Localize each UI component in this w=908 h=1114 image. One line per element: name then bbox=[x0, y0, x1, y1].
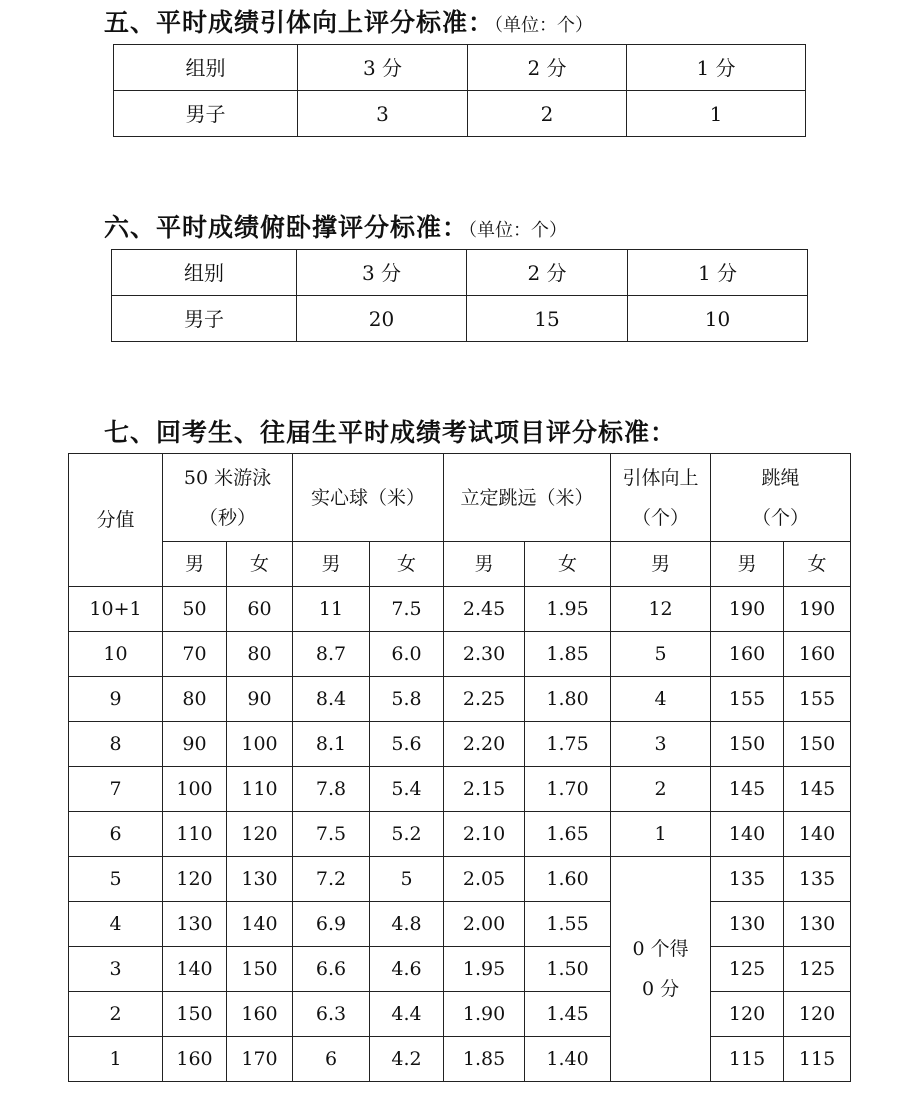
table-row bbox=[69, 992, 851, 1037]
subheader-male: 男 bbox=[163, 542, 227, 587]
table-row bbox=[114, 91, 806, 137]
header-standing-jump: 立定跳远（米） bbox=[444, 454, 611, 542]
cell-jump-male: 1.85 bbox=[444, 1037, 525, 1082]
cell-ball-female: 5.6 bbox=[370, 722, 444, 767]
cell-rope-female: 120 bbox=[784, 992, 851, 1037]
cell-rope-female: 135 bbox=[784, 857, 851, 902]
table-subheader-row bbox=[69, 542, 851, 587]
cell-jump-female: 1.95 bbox=[525, 587, 611, 632]
subheader-female: 女 bbox=[227, 542, 293, 587]
cell-swim-female: 160 bbox=[227, 992, 293, 1037]
cell-score: 9 bbox=[69, 677, 163, 722]
section7-title bbox=[104, 418, 676, 448]
cell-score: 10+1 bbox=[69, 587, 163, 632]
cell-jump-male: 2.30 bbox=[444, 632, 525, 677]
section6-unit: （单位：个） bbox=[468, 220, 568, 241]
cell-rope-female: 150 bbox=[784, 722, 851, 767]
cell-rope-female: 140 bbox=[784, 812, 851, 857]
cell-ball-female: 6.0 bbox=[370, 632, 444, 677]
section5-title-text: 五、平时成绩引体向上评分标准： bbox=[104, 8, 495, 37]
header-cell: 2 分 bbox=[468, 45, 627, 91]
cell-swim-male: 150 bbox=[163, 992, 227, 1037]
table-row bbox=[69, 857, 851, 902]
table-cell: 男子 bbox=[114, 91, 298, 137]
subheader-male: 男 bbox=[711, 542, 784, 587]
cell-rope-female: 115 bbox=[784, 1037, 851, 1082]
header-pullup bbox=[611, 454, 711, 542]
cell-jump-female: 1.50 bbox=[525, 947, 611, 992]
cell-jump-male: 2.25 bbox=[444, 677, 525, 722]
table-cell: 3 bbox=[298, 91, 468, 137]
cell-swim-male: 100 bbox=[163, 767, 227, 812]
cell-rope-male: 115 bbox=[711, 1037, 784, 1082]
cell-jump-male: 2.10 bbox=[444, 812, 525, 857]
cell-ball-male: 11 bbox=[293, 587, 370, 632]
table-row bbox=[69, 947, 851, 992]
cell-ball-male: 8.4 bbox=[293, 677, 370, 722]
cell-jump-female: 1.80 bbox=[525, 677, 611, 722]
pullup-standard-table bbox=[113, 44, 806, 137]
subheader-male: 男 bbox=[293, 542, 370, 587]
cell-score: 10 bbox=[69, 632, 163, 677]
cell-swim-female: 170 bbox=[227, 1037, 293, 1082]
header-rope-line2: （个） bbox=[752, 506, 810, 529]
table-header-row bbox=[112, 250, 808, 296]
cell-rope-female: 130 bbox=[784, 902, 851, 947]
pushup-standard-table bbox=[111, 249, 808, 342]
section6-title-text: 六、平时成绩俯卧撑评分标准： bbox=[104, 213, 469, 242]
subheader-female: 女 bbox=[370, 542, 444, 587]
subheader-male: 男 bbox=[611, 542, 711, 587]
cell-rope-male: 140 bbox=[711, 812, 784, 857]
cell-swim-male: 140 bbox=[163, 947, 227, 992]
cell-ball-female: 5 bbox=[370, 857, 444, 902]
table-row bbox=[69, 587, 851, 632]
scoring-table-body bbox=[69, 587, 851, 1082]
header-swim-line2: （秒） bbox=[198, 506, 256, 529]
table-cell: 1 bbox=[627, 91, 806, 137]
cell-swim-female: 60 bbox=[227, 587, 293, 632]
table-cell: 男子 bbox=[112, 296, 297, 342]
table-header-row bbox=[114, 45, 806, 91]
cell-swim-female: 140 bbox=[227, 902, 293, 947]
cell-jump-female: 1.65 bbox=[525, 812, 611, 857]
cell-ball-female: 4.4 bbox=[370, 992, 444, 1037]
cell-ball-female: 4.8 bbox=[370, 902, 444, 947]
table-row bbox=[112, 296, 808, 342]
table-row bbox=[69, 722, 851, 767]
table-cell: 20 bbox=[297, 296, 467, 342]
cell-rope-male: 135 bbox=[711, 857, 784, 902]
cell-score: 1 bbox=[69, 1037, 163, 1082]
cell-jump-female: 1.75 bbox=[525, 722, 611, 767]
table-row bbox=[69, 632, 851, 677]
cell-score: 5 bbox=[69, 857, 163, 902]
cell-score: 3 bbox=[69, 947, 163, 992]
cell-ball-male: 7.2 bbox=[293, 857, 370, 902]
table-row bbox=[69, 767, 851, 812]
cell-rope-female: 190 bbox=[784, 587, 851, 632]
cell-rope-female: 145 bbox=[784, 767, 851, 812]
cell-pullup-male: 5 bbox=[611, 632, 711, 677]
pullup-zero-line2: 0 分 bbox=[641, 978, 680, 1000]
cell-swim-female: 90 bbox=[227, 677, 293, 722]
cell-jump-male: 2.45 bbox=[444, 587, 525, 632]
table-row bbox=[69, 902, 851, 947]
cell-pullup-male: 1 bbox=[611, 812, 711, 857]
cell-jump-male: 1.95 bbox=[444, 947, 525, 992]
section7-title-text: 七、回考生、往届生平时成绩考试项目评分标准： bbox=[104, 418, 677, 447]
cell-ball-female: 5.4 bbox=[370, 767, 444, 812]
cell-rope-male: 130 bbox=[711, 902, 784, 947]
cell-jump-male: 2.20 bbox=[444, 722, 525, 767]
cell-swim-male: 160 bbox=[163, 1037, 227, 1082]
cell-rope-male: 160 bbox=[711, 632, 784, 677]
header-cell: 组别 bbox=[112, 250, 297, 296]
header-score: 分值 bbox=[69, 454, 163, 587]
cell-ball-male: 6.3 bbox=[293, 992, 370, 1037]
cell-rope-female: 160 bbox=[784, 632, 851, 677]
cell-ball-male: 7.5 bbox=[293, 812, 370, 857]
section5-unit: （单位：个） bbox=[494, 15, 594, 36]
cell-ball-male: 8.1 bbox=[293, 722, 370, 767]
header-cell: 3 分 bbox=[298, 45, 468, 91]
cell-rope-male: 120 bbox=[711, 992, 784, 1037]
cell-score: 6 bbox=[69, 812, 163, 857]
cell-ball-female: 4.2 bbox=[370, 1037, 444, 1082]
pullup-zero-note bbox=[611, 857, 711, 1082]
cell-ball-female: 4.6 bbox=[370, 947, 444, 992]
cell-swim-male: 110 bbox=[163, 812, 227, 857]
table-row bbox=[69, 812, 851, 857]
header-cell: 1 分 bbox=[628, 250, 808, 296]
table-header-row bbox=[69, 454, 851, 542]
cell-ball-male: 6.6 bbox=[293, 947, 370, 992]
cell-jump-female: 1.85 bbox=[525, 632, 611, 677]
cell-ball-male: 6 bbox=[293, 1037, 370, 1082]
cell-pullup-male: 3 bbox=[611, 722, 711, 767]
header-swim-line1: 50 米游泳 bbox=[183, 466, 272, 489]
cell-swim-male: 50 bbox=[163, 587, 227, 632]
table-row bbox=[69, 1037, 851, 1082]
cell-jump-female: 1.70 bbox=[525, 767, 611, 812]
header-pullup-line1: 引体向上 bbox=[622, 466, 699, 489]
section5-title bbox=[104, 8, 593, 41]
header-swim bbox=[163, 454, 293, 542]
cell-ball-male: 8.7 bbox=[293, 632, 370, 677]
cell-jump-male: 1.90 bbox=[444, 992, 525, 1037]
table-cell: 15 bbox=[467, 296, 628, 342]
cell-score: 8 bbox=[69, 722, 163, 767]
header-pullup-line2: （个） bbox=[632, 506, 690, 529]
cell-swim-female: 150 bbox=[227, 947, 293, 992]
cell-swim-male: 90 bbox=[163, 722, 227, 767]
subheader-female: 女 bbox=[784, 542, 851, 587]
cell-ball-female: 5.8 bbox=[370, 677, 444, 722]
cell-swim-male: 120 bbox=[163, 857, 227, 902]
table-row bbox=[69, 677, 851, 722]
retake-scoring-table bbox=[68, 453, 851, 1082]
cell-score: 2 bbox=[69, 992, 163, 1037]
cell-swim-male: 80 bbox=[163, 677, 227, 722]
cell-swim-male: 70 bbox=[163, 632, 227, 677]
cell-jump-female: 1.60 bbox=[525, 857, 611, 902]
header-cell: 2 分 bbox=[467, 250, 628, 296]
table-cell: 10 bbox=[628, 296, 808, 342]
cell-rope-female: 125 bbox=[784, 947, 851, 992]
cell-ball-male: 6.9 bbox=[293, 902, 370, 947]
cell-rope-male: 150 bbox=[711, 722, 784, 767]
cell-swim-female: 130 bbox=[227, 857, 293, 902]
cell-swim-female: 80 bbox=[227, 632, 293, 677]
pullup-zero-line1: 0 个得 bbox=[632, 938, 689, 960]
cell-jump-female: 1.40 bbox=[525, 1037, 611, 1082]
cell-swim-male: 130 bbox=[163, 902, 227, 947]
cell-rope-male: 155 bbox=[711, 677, 784, 722]
cell-pullup-male: 2 bbox=[611, 767, 711, 812]
subheader-male: 男 bbox=[444, 542, 525, 587]
header-cell: 1 分 bbox=[627, 45, 806, 91]
subheader-female: 女 bbox=[525, 542, 611, 587]
cell-pullup-male: 12 bbox=[611, 587, 711, 632]
cell-jump-male: 2.00 bbox=[444, 902, 525, 947]
cell-rope-male: 125 bbox=[711, 947, 784, 992]
cell-swim-female: 120 bbox=[227, 812, 293, 857]
cell-pullup-male: 4 bbox=[611, 677, 711, 722]
cell-ball-female: 5.2 bbox=[370, 812, 444, 857]
header-cell: 3 分 bbox=[297, 250, 467, 296]
header-jump-rope bbox=[711, 454, 851, 542]
cell-score: 7 bbox=[69, 767, 163, 812]
cell-swim-female: 100 bbox=[227, 722, 293, 767]
table-cell: 2 bbox=[468, 91, 627, 137]
cell-ball-female: 7.5 bbox=[370, 587, 444, 632]
cell-jump-female: 1.55 bbox=[525, 902, 611, 947]
cell-jump-female: 1.45 bbox=[525, 992, 611, 1037]
header-medicine-ball: 实心球（米） bbox=[293, 454, 444, 542]
section6-title bbox=[104, 213, 567, 246]
cell-jump-male: 2.15 bbox=[444, 767, 525, 812]
header-cell: 组别 bbox=[114, 45, 298, 91]
cell-rope-female: 155 bbox=[784, 677, 851, 722]
cell-ball-male: 7.8 bbox=[293, 767, 370, 812]
cell-rope-male: 190 bbox=[711, 587, 784, 632]
cell-score: 4 bbox=[69, 902, 163, 947]
cell-rope-male: 145 bbox=[711, 767, 784, 812]
header-rope-line1: 跳绳 bbox=[761, 466, 800, 489]
cell-jump-male: 2.05 bbox=[444, 857, 525, 902]
cell-swim-female: 110 bbox=[227, 767, 293, 812]
